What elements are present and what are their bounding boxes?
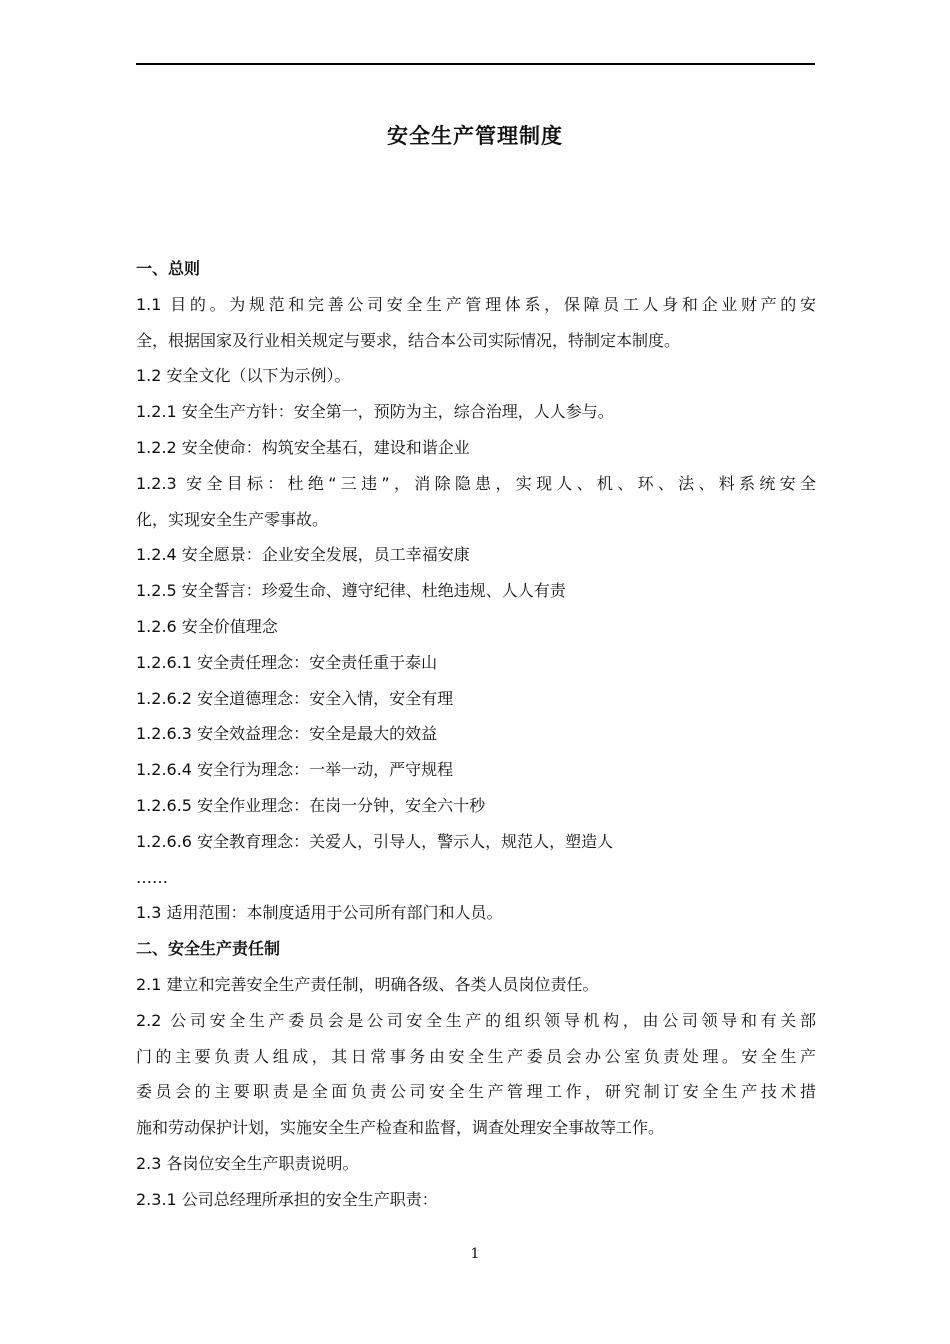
ellipsis-line: …… <box>136 867 168 887</box>
page-number: 1 <box>470 1246 480 1262</box>
paragraph-line: 委员会的主要职责是全面负责公司安全生产管理工作，研究制订安全生产技术措 <box>136 1082 816 1102</box>
paragraph-line: 2.3.1 公司总经理所承担的安全生产职责： <box>136 1189 438 1209</box>
document-body <box>136 251 816 1218</box>
paragraph-line: 1.2.6.3 安全效益理念：安全是最大的效益 <box>136 724 438 744</box>
paragraph-line: 1.2.6 安全价值理念 <box>136 616 278 636</box>
section-heading-general: 一、总则 <box>136 259 201 278</box>
paragraph-line: 1.2.3 安全目标：杜绝“三违”，消除隐患，实现人、机、环、法、料系统安全 <box>136 473 816 493</box>
paragraph-line: 1.2.6.6 安全教育理念：关爱人，引导人，警示人，规范人，塑造人 <box>136 831 614 851</box>
paragraph-line: 2.2 公司安全生产委员会是公司安全生产的组织领导机构，由公司领导和有关部 <box>136 1010 816 1030</box>
paragraph-line: 全，根据国家及行业相关规定与要求，结合本公司实际情况，特制定本制度。 <box>136 330 681 350</box>
paragraph-line: 1.1 目的。为规范和完善公司安全生产管理体系，保障员工人身和企业财产的安 <box>136 294 816 314</box>
paragraph-line: 化，实现安全生产零事故。 <box>136 509 329 529</box>
paragraph-line: 门的主要负责人组成，其日常事务由安全生产委员会办公室负责处理。安全生产 <box>136 1046 816 1066</box>
paragraph-line: 1.3 适用范围：本制度适用于公司所有部门和人员。 <box>136 903 503 923</box>
paragraph-line: 1.2.6.5 安全作业理念：在岗一分钟，安全六十秒 <box>136 795 486 815</box>
paragraph-line: 2.1 建立和完善安全生产责任制，明确各级、各类人员岗位责任。 <box>136 974 599 994</box>
paragraph-line: 1.2.1 安全生产方针：安全第一，预防为主，综合治理，人人参与。 <box>136 402 614 422</box>
document-title: 安全生产管理制度 <box>387 124 563 148</box>
paragraph-line: 1.2.6.2 安全道德理念：安全入情，安全有理 <box>136 688 454 708</box>
paragraph-line: 1.2.6.4 安全行为理念：一举一动，严守规程 <box>136 760 454 780</box>
paragraph-line: 1.2.6.1 安全责任理念：安全责任重于泰山 <box>136 652 438 672</box>
paragraph-line: 施和劳动保护计划，实施安全生产检查和监督，调查处理安全事故等工作。 <box>136 1118 665 1138</box>
header-rule <box>136 63 815 65</box>
paragraph-line: 1.2.2 安全使命：构筑安全基石，建设和谐企业 <box>136 437 470 457</box>
paragraph-line: 1.2.4 安全愿景：企业安全发展，员工幸福安康 <box>136 545 470 565</box>
section-heading-responsibility: 二、安全生产责任制 <box>136 939 281 959</box>
paragraph-line: 1.2.5 安全誓言：珍爱生命、遵守纪律、杜绝违规、人人有责 <box>136 581 566 601</box>
paragraph-line: 1.2 安全文化（以下为示例）。 <box>136 366 351 386</box>
paragraph-line: 2.3 各岗位安全生产职责说明。 <box>136 1153 359 1173</box>
